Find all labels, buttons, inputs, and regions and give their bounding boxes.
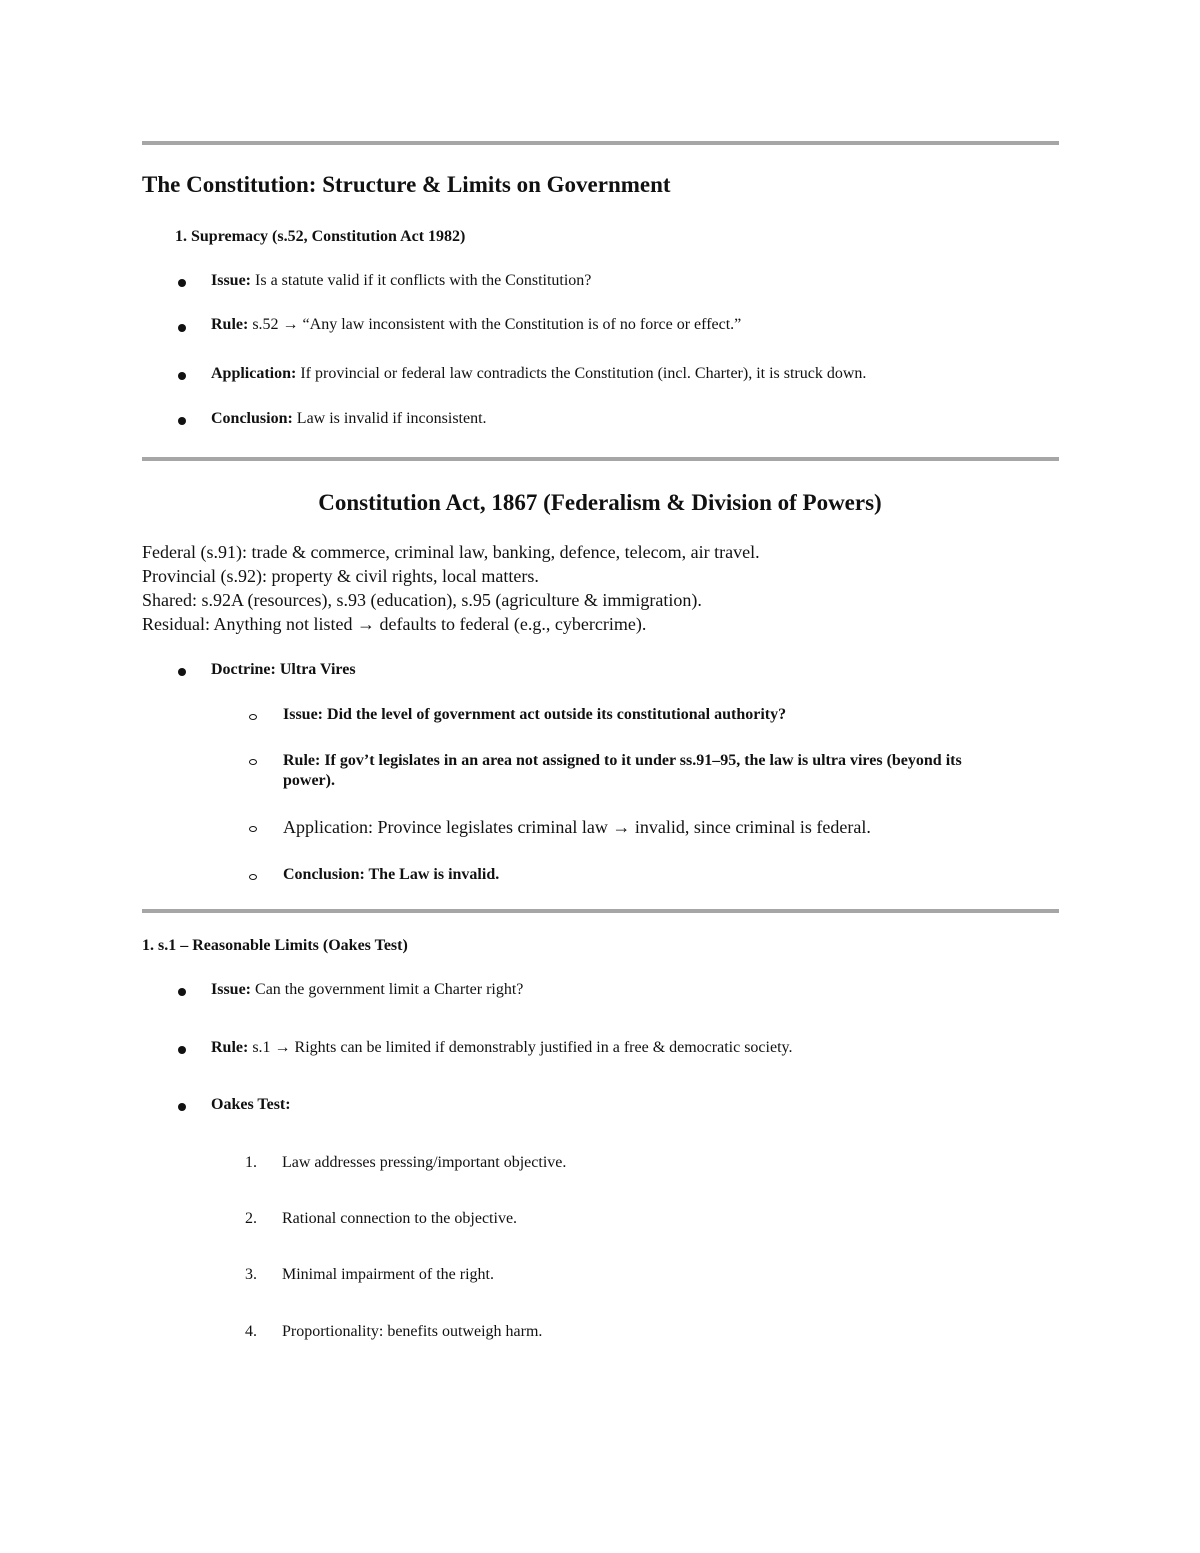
oakes-step: Rational connection to the objective. <box>282 1210 518 1227</box>
item-label: Issue: <box>211 981 252 998</box>
bullet-icon <box>178 1103 186 1111</box>
horizontal-rule <box>142 457 1059 461</box>
bullet-icon <box>178 372 186 380</box>
step-number: 4. <box>245 1323 257 1340</box>
section-title: Constitution Act, 1867 (Federalism & Division of Powers) <box>318 490 882 515</box>
bullet-icon <box>178 668 186 676</box>
bullet-icon <box>178 1046 186 1054</box>
doctrine-heading: Doctrine: Ultra Vires <box>211 661 356 678</box>
item-text: s.52 → “Any law inconsistent with the Constitution is of no force or effect.” <box>248 316 742 333</box>
list-item <box>211 1096 291 1114</box>
list-item <box>211 365 866 383</box>
item-label: Rule: <box>211 316 249 333</box>
bullet-icon <box>178 324 186 332</box>
circle-bullet-icon <box>249 759 257 765</box>
paragraph-line: Residual: Anything not listed → defaults to federal (e.g., cybercrime). <box>142 614 647 634</box>
item-text: Law is invalid if inconsistent. <box>292 410 487 427</box>
circle-bullet-icon <box>249 874 257 880</box>
item-label: Application: <box>211 365 297 382</box>
item-label: Conclusion: <box>211 410 293 427</box>
item-text: s.1 → Rights can be limited if demonstrably justified in a free & democratic society. <box>248 1039 793 1056</box>
bullet-icon <box>178 279 186 287</box>
oakes-step: Minimal impairment of the right. <box>282 1266 494 1283</box>
sub-list-item: Rule: If gov’t legislates in an area not assigned to it under ss.91–95, the law is ultra vires (beyond its <box>283 752 962 769</box>
sub-list-item-continued: power). <box>283 772 335 789</box>
horizontal-rule <box>142 909 1059 913</box>
step-number: 2. <box>245 1210 257 1227</box>
paragraph-line: Provincial (s.92): property & civil rights, local matters. <box>142 566 539 586</box>
bullet-icon <box>178 417 186 425</box>
list-item <box>211 981 523 999</box>
step-number: 3. <box>245 1266 257 1283</box>
section-heading: 1. Supremacy (s.52, Constitution Act 1982) <box>175 228 466 245</box>
item-text: If provincial or federal law contradicts the Constitution (incl. Charter), it is struck down. <box>296 365 867 382</box>
item-label: Rule: <box>211 1039 249 1056</box>
sub-list-item: Application: Province legislates criminal law → invalid, since criminal is federal. <box>283 817 871 837</box>
paragraph-line: Federal (s.91): trade & commerce, criminal law, banking, defence, telecom, air travel. <box>142 542 760 562</box>
horizontal-rule <box>142 141 1059 145</box>
section-heading: 1. s.1 – Reasonable Limits (Oakes Test) <box>142 937 408 954</box>
step-number: 1. <box>245 1154 257 1171</box>
section-title: The Constitution: Structure & Limits on Government <box>142 172 671 197</box>
paragraph-line: Shared: s.92A (resources), s.93 (education), s.95 (agriculture & immigration). <box>142 590 702 610</box>
list-item <box>211 272 591 290</box>
item-label: Oakes Test: <box>211 1096 291 1113</box>
circle-bullet-icon <box>249 826 257 832</box>
sub-list-item: Conclusion: The Law is invalid. <box>283 866 500 883</box>
list-item <box>211 1039 792 1057</box>
bullet-icon <box>178 988 186 996</box>
list-item <box>211 316 741 334</box>
sub-list-item: Issue: Did the level of government act outside its constitutional authority? <box>283 706 787 723</box>
item-text: Is a statute valid if it conflicts with the Constitution? <box>251 272 592 289</box>
oakes-step: Proportionality: benefits outweigh harm. <box>282 1323 543 1340</box>
circle-bullet-icon <box>249 714 257 720</box>
list-item <box>211 410 487 428</box>
oakes-step: Law addresses pressing/important objective. <box>282 1154 567 1171</box>
item-text: Can the government limit a Charter right? <box>251 981 524 998</box>
item-label: Issue: <box>211 272 252 289</box>
